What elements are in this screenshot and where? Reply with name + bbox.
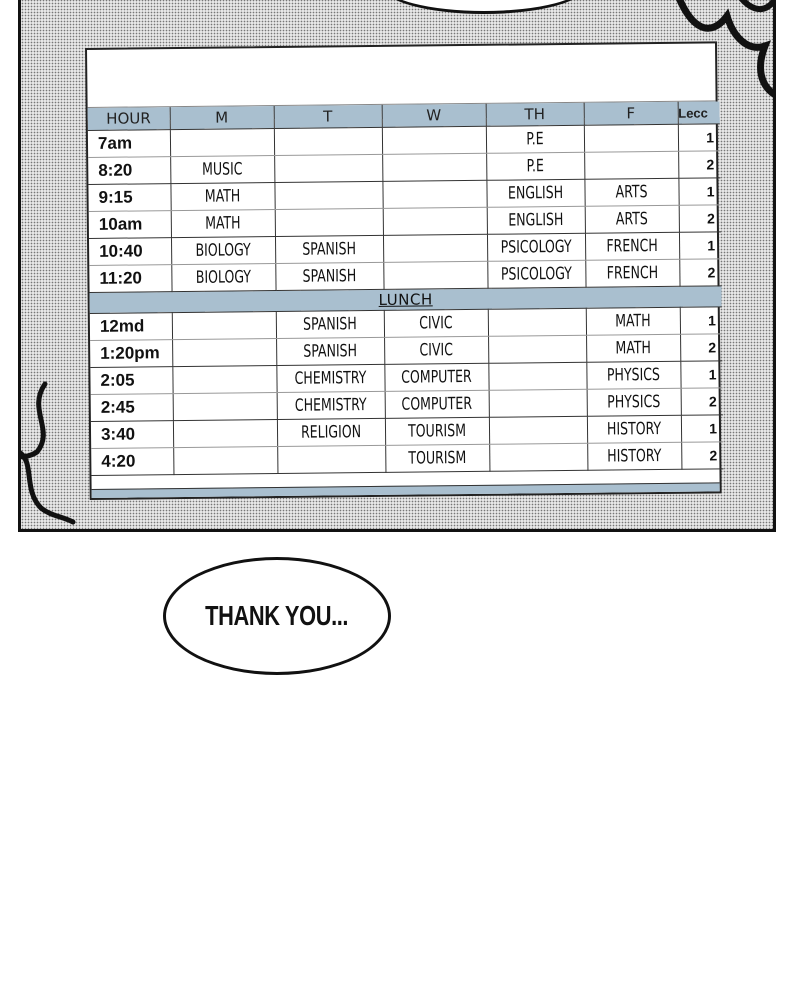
friday-cell: ARTS: [593, 178, 670, 206]
header-tuesday: T: [274, 105, 382, 129]
lesson-cell: 1: [678, 124, 720, 151]
lesson-cell: 1: [678, 178, 720, 205]
lesson-cell: 2: [679, 259, 721, 286]
tuesday-cell: SPANISH: [285, 310, 374, 338]
tuesday-cell: [284, 181, 373, 209]
wednesday-cell: COMPUTER: [394, 363, 480, 391]
friday-cell: FRENCH: [593, 232, 670, 260]
tuesday-cell: SPANISH: [286, 337, 375, 365]
tuesday-cell: [284, 208, 373, 236]
hour-cell: 7am: [88, 130, 170, 158]
brace-decoration: [18, 380, 85, 530]
lesson-cell: 1: [681, 415, 723, 442]
speech-bubble: [163, 557, 391, 675]
hour-cell: 8:20: [88, 157, 170, 185]
wednesday-cell: CIVIC: [393, 336, 479, 364]
hour-cell: 2:45: [91, 394, 173, 422]
monday-cell: MATH: [180, 210, 266, 238]
hour-cell: 4:20: [91, 448, 173, 476]
header-thursday: TH: [486, 103, 584, 127]
wednesday-cell: CIVIC: [393, 309, 479, 337]
wednesday-cell: [393, 261, 479, 289]
thursday-cell: ENGLISH: [496, 206, 577, 234]
lesson-cell: 2: [681, 442, 723, 469]
wednesday-cell: [391, 126, 477, 154]
tuesday-cell: SPANISH: [285, 235, 374, 263]
timetable: [88, 101, 724, 476]
hour-cell: 11:20: [89, 265, 171, 293]
hour-cell: 12md: [90, 313, 172, 341]
tuesday-cell: SPANISH: [285, 262, 374, 290]
hour-cell: 3:40: [91, 421, 173, 449]
monday-cell: [182, 393, 268, 421]
hour-cell: 9:15: [88, 184, 170, 212]
friday-cell: HISTORY: [595, 415, 672, 443]
monday-cell: [181, 339, 267, 367]
monday-cell: [183, 447, 269, 475]
lunch-label: LUNCH: [378, 290, 433, 309]
lesson-cell: 2: [679, 205, 721, 232]
thursday-cell: [498, 416, 579, 444]
thursday-cell: [497, 389, 578, 417]
tuesday-cell: RELIGION: [287, 418, 376, 446]
thursday-cell: ENGLISH: [495, 179, 576, 207]
friday-cell: [592, 124, 669, 152]
lesson-cell: 2: [680, 334, 722, 361]
wednesday-cell: [392, 234, 478, 262]
wednesday-cell: TOURISM: [395, 444, 481, 472]
timetable-sheet: [85, 41, 722, 500]
thursday-cell: PSICOLOGY: [496, 260, 577, 288]
header-monday: M: [170, 106, 274, 130]
thursday-cell: P.E: [495, 125, 576, 153]
tuesday-cell: [284, 127, 373, 155]
hour-cell: 10:40: [89, 238, 171, 266]
friday-cell: ARTS: [593, 205, 670, 233]
thursday-cell: P.E: [495, 152, 576, 180]
friday-cell: MATH: [594, 307, 671, 335]
monday-cell: [182, 366, 268, 394]
wednesday-cell: [392, 180, 478, 208]
tuesday-cell: CHEMISTRY: [286, 391, 375, 419]
lesson-cell: 1: [680, 361, 722, 388]
thursday-cell: [497, 308, 578, 336]
friday-cell: PHYSICS: [595, 361, 672, 389]
header-hour: HOUR: [88, 107, 170, 130]
thursday-cell: [497, 335, 578, 363]
timetable-footer-bar: [92, 482, 720, 498]
thursday-cell: [498, 443, 579, 471]
tuesday-cell: [284, 154, 373, 182]
header-lesson: Lecc: [678, 101, 720, 124]
header-friday: F: [584, 102, 678, 125]
friday-cell: FRENCH: [594, 259, 671, 287]
friday-cell: MATH: [594, 334, 671, 362]
tuesday-cell: [287, 445, 376, 473]
hour-cell: 10am: [89, 211, 171, 239]
speech-bubble-text: THANK YOU...: [205, 600, 349, 631]
lesson-cell: 1: [679, 232, 721, 259]
timetable-body: [88, 124, 724, 476]
friday-cell: [593, 151, 670, 179]
timetable-title-area: [87, 43, 716, 108]
monday-cell: [179, 129, 265, 157]
comic-panel: [18, 0, 776, 532]
friday-cell: PHYSICS: [595, 388, 672, 416]
friday-cell: HISTORY: [596, 442, 673, 470]
speech-bubble-top: [381, 0, 587, 14]
wednesday-cell: TOURISM: [394, 417, 480, 445]
thursday-cell: [497, 362, 578, 390]
monday-cell: [182, 420, 268, 448]
monday-cell: MATH: [180, 183, 266, 211]
header-wednesday: W: [382, 104, 486, 128]
thursday-cell: PSICOLOGY: [496, 233, 577, 261]
wednesday-cell: COMPUTER: [394, 390, 480, 418]
monday-cell: BIOLOGY: [180, 237, 266, 265]
lesson-cell: 1: [680, 307, 722, 334]
wednesday-cell: [391, 153, 477, 181]
hour-cell: 1:20pm: [90, 340, 172, 368]
tuesday-cell: CHEMISTRY: [286, 364, 375, 392]
hour-cell: 2:05: [90, 367, 172, 395]
lesson-cell: 2: [678, 151, 720, 178]
monday-cell: [181, 312, 267, 340]
lesson-cell: 2: [681, 388, 723, 415]
table-row: [91, 442, 723, 476]
wednesday-cell: [392, 207, 478, 235]
monday-cell: BIOLOGY: [181, 264, 267, 292]
monday-cell: MUSIC: [180, 156, 266, 184]
